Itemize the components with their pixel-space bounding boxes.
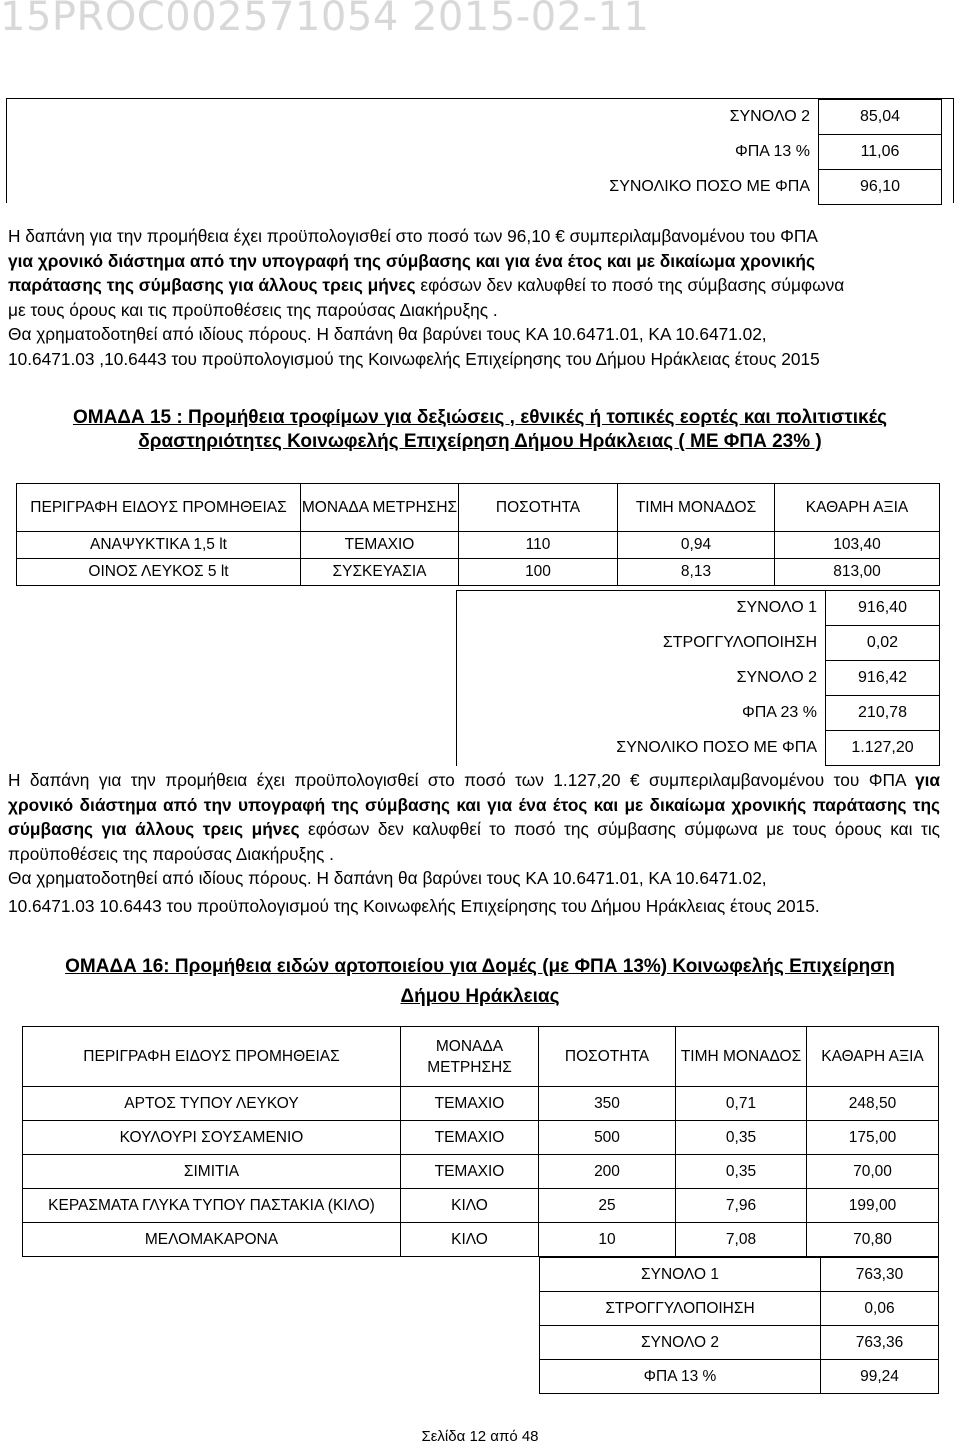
cell: ΟΙΝΟΣ ΛΕΥΚΟΣ 5 lt [17, 559, 301, 586]
cell: 70,00 [807, 1155, 939, 1189]
cell: ΑΡΤΟΣ ΤΥΠΟΥ ΛΕΥΚΟΥ [23, 1087, 401, 1121]
summary-value: 916,42 [826, 661, 940, 696]
summary-label: ΣΥΝΟΛΟ 2 [736, 669, 817, 686]
group15-title-line2: δραστηριότητες Κοινωφελής Επιχείρηση Δήμου Ηράκλειας ( ΜΕ ΦΠΑ 23% ) [138, 431, 822, 452]
para2-line: Θα χρηματοδοτηθεί από ιδίους πόρους. Η δαπάνη θα βαρύνει τους ΚΑ 10.6471.01, ΚΑ 10.6471.02, [8, 868, 767, 889]
cell: ΤΕΜΑΧΙΟ [401, 1155, 539, 1189]
cell: ΤΕΜΑΧΙΟ [301, 532, 459, 559]
cell: 7,96 [676, 1189, 807, 1223]
summary-value: 0,02 [826, 626, 940, 661]
group15-title [20, 406, 940, 454]
group16-title-line1: ΟΜΑΔΑ 16: Προμήθεια ειδών αρτοποιείου για Δομές (με ΦΠΑ 13%) Κοινωφελής Επιχείρηση [65, 956, 895, 977]
summary-row [520, 100, 942, 135]
cell: 175,00 [807, 1121, 939, 1155]
cell: 8,13 [618, 559, 775, 586]
cell: 248,50 [807, 1087, 939, 1121]
summary-label: ΦΠΑ 23 % [741, 704, 817, 721]
cell: 10 [539, 1223, 676, 1257]
header-cell: ΤΙΜΗ ΜΟΝΑΔΟΣ [676, 1027, 807, 1087]
cell: 199,00 [807, 1189, 939, 1223]
para2-text: εφόσων δεν καλυφθεί το ποσό της σύμβασης σύμφωνα με τους όρους και τις προϋποθέσεις της παρούσας Διακήρυξης . [8, 819, 940, 864]
para2-body [8, 768, 940, 866]
page-number: Σελίδα 12 από 48 [421, 1428, 539, 1445]
cell: 350 [539, 1087, 676, 1121]
cell: 103,40 [775, 532, 940, 559]
table-header-row [23, 1027, 939, 1087]
cell: ΚΕΡΑΣΜΑΤΑ ΓΛΥΚΑ ΤΥΠΟΥ ΠΑΣΤΑΚΙΑ (ΚΙΛΟ) [23, 1189, 401, 1223]
document-code-header: 15PROC002571054 2015-02-11 [0, 0, 650, 40]
table-header-row [17, 484, 940, 532]
table-row [17, 559, 940, 586]
summary-row [520, 135, 942, 170]
para2-line: 10.6471.03 10.6443 του προϋπολογισμού της Κοινωφελής Επιχείρησης του Δήμου Ηράκλειας έτους 2015. [8, 895, 820, 916]
header-cell: ΠΟΣΟΤΗΤΑ [539, 1027, 676, 1087]
group16-table [22, 1026, 939, 1257]
cell: ΚΙΛΟ [401, 1223, 539, 1257]
header-cell: ΠΟΣΟΤΗΤΑ [459, 484, 618, 532]
summary-value: 85,04 [819, 100, 942, 135]
para1-line: 10.6471.03 ,10.6443 του προϋπολογισμού της Κοινωφελής Επιχείρησης του Δήμου Ηράκλειας έτους 2015 [8, 348, 820, 369]
summary-row [520, 170, 942, 205]
para1-line [8, 273, 952, 298]
header-cell: ΚΑΘΑΡΗ ΑΞΙΑ [775, 484, 940, 532]
cell: 0,35 [676, 1155, 807, 1189]
cell: 110 [459, 532, 618, 559]
para1-bold: παράτασης της σύμβασης για άλλους τρεις μήνες [8, 275, 416, 296]
summary-value: 763,30 [821, 1258, 939, 1292]
cell: ΚΟΥΛΟΥΡΙ ΣΟΥΣΑΜΕΝΙΟ [23, 1121, 401, 1155]
para1-line: Η δαπάνη για την προμήθεια έχει προϋπολογισθεί στο ποσό των 96,10 € συμπεριλαμβανομένου του ΦΠΑ [8, 226, 818, 246]
summary-label: ΣΥΝΟΛΟ 2 [540, 1326, 821, 1360]
cell: ΤΕΜΑΧΙΟ [401, 1087, 539, 1121]
header-cell: ΜΟΝΑΔΑ ΜΕΤΡΗΣΗΣ [301, 484, 459, 532]
summary-value: 99,24 [821, 1360, 939, 1394]
summary-value: 916,40 [826, 591, 940, 626]
cell: 813,00 [775, 559, 940, 586]
cell: 500 [539, 1121, 676, 1155]
budget-paragraph-1 [8, 224, 952, 372]
header-cell: ΤΙΜΗ ΜΟΝΑΔΟΣ [618, 484, 775, 532]
group16-title-line2: Δήμου Ηράκλειας [400, 986, 560, 1007]
summary-value: 1.127,20 [826, 731, 940, 766]
summary-label: ΣΥΝΟΛΟ 2 [729, 108, 810, 125]
header-cell: ΜΟΝΑΔΑ ΜΕΤΡΗΣΗΣ [401, 1027, 539, 1087]
table-row [23, 1189, 939, 1223]
summary-row [540, 1326, 939, 1360]
cell: 100 [459, 559, 618, 586]
para1-text: εφόσων δεν καλυφθεί το ποσό της σύμβασης σύμφωνα [415, 275, 845, 296]
frame-right-line [953, 98, 954, 203]
header-cell: ΠΕΡΙΓΡΑΦΗ ΕΙΔΟΥΣ ΠΡΟΜΗΘΕΙΑΣ [17, 484, 301, 532]
summary-label: ΦΠΑ 13 % [540, 1360, 821, 1394]
group15-title-line1: ΟΜΑΔΑ 15 : Προμήθεια τροφίμων για δεξιώσεις , εθνικές ή τοπικές εορτές και πολιτιστικές [72, 407, 888, 428]
para2-text: Η δαπάνη για την προμήθεια έχει προϋπολογισθεί στο ποσό των 1.127,20 € συμπεριλαμβανομένου του ΦΠΑ [8, 770, 915, 790]
summary-label: ΣΥΝΟΛΟ 1 [540, 1258, 821, 1292]
cell: ΣΙΜΙΤΙΑ [23, 1155, 401, 1189]
table-row [23, 1087, 939, 1121]
group16-summary-table [539, 1257, 939, 1394]
summary-label: ΣΤΡΟΓΓΥΛΟΠΟΙΗΣΗ [540, 1292, 821, 1326]
summary-value: 210,78 [826, 696, 940, 731]
cell: 0,94 [618, 532, 775, 559]
para1-line: με τους όρους και τις προϋποθέσεις της παρούσας Διακήρυξης . [8, 299, 498, 320]
para2-bold: για χρονικό διάστημα από την υπογραφή της σύμβασης και για ένα έτος και με δικαίωμα χρονικής παράτασης της σύμβασης για άλλους τρεις μήνες [8, 770, 940, 840]
cell: ΣΥΣΚΕΥΑΣΙΑ [301, 559, 459, 586]
budget-paragraph-2 [8, 768, 940, 919]
summary-label: ΣΥΝΟΛΙΚΟ ΠΟΣΟ ΜΕ ΦΠΑ [616, 739, 817, 756]
top-summary-table [520, 99, 942, 205]
summary-value: 96,10 [819, 170, 942, 205]
frame-left-line [6, 98, 7, 203]
header-cell: ΠΕΡΙΓΡΑΦΗ ΕΙΔΟΥΣ ΠΡΟΜΗΘΕΙΑΣ [23, 1027, 401, 1087]
cell: 7,08 [676, 1223, 807, 1257]
summary-label: ΦΠΑ 13 % [734, 143, 810, 160]
summary-row [540, 1292, 939, 1326]
group15-table [16, 483, 940, 586]
summary-value: 11,06 [819, 135, 942, 170]
para1-line: για χρονικό διάστημα από την υπογραφή της σύμβασης και για ένα έτος και με δικαίωμα χρονικής [8, 250, 815, 271]
cell: 200 [539, 1155, 676, 1189]
cell: ΜΕΛΟΜΑΚΑΡΟΝΑ [23, 1223, 401, 1257]
summary-row [540, 1258, 939, 1292]
cell: 0,35 [676, 1121, 807, 1155]
cell: ΤΕΜΑΧΙΟ [401, 1121, 539, 1155]
group16-title [20, 955, 940, 1009]
summary-value: 0,06 [821, 1292, 939, 1326]
para1-line: Θα χρηματοδοτηθεί από ιδίους πόρους. Η δαπάνη θα βαρύνει τους ΚΑ 10.6471.01, ΚΑ 10.6471.02, [8, 324, 767, 345]
table-row [23, 1223, 939, 1257]
table-row [17, 532, 940, 559]
cell: 70,80 [807, 1223, 939, 1257]
summary-row [540, 1360, 939, 1394]
table-row [23, 1121, 939, 1155]
summary-label: ΣΥΝΟΛΙΚΟ ΠΟΣΟ ΜΕ ΦΠΑ [609, 178, 810, 195]
summary-label: ΣΤΡΟΓΓΥΛΟΠΟΙΗΣΗ [662, 634, 817, 651]
cell: 25 [539, 1189, 676, 1223]
group15-summary-table [456, 590, 940, 766]
cell: 0,71 [676, 1087, 807, 1121]
cell: ΚΙΛΟ [401, 1189, 539, 1223]
summary-value: 763,36 [821, 1326, 939, 1360]
header-cell: ΚΑΘΑΡΗ ΑΞΙΑ [807, 1027, 939, 1087]
table-row [23, 1155, 939, 1189]
cell: ΑΝΑΨΥΚΤΙΚΑ 1,5 lt [17, 532, 301, 559]
summary-label: ΣΥΝΟΛΟ 1 [736, 599, 817, 617]
